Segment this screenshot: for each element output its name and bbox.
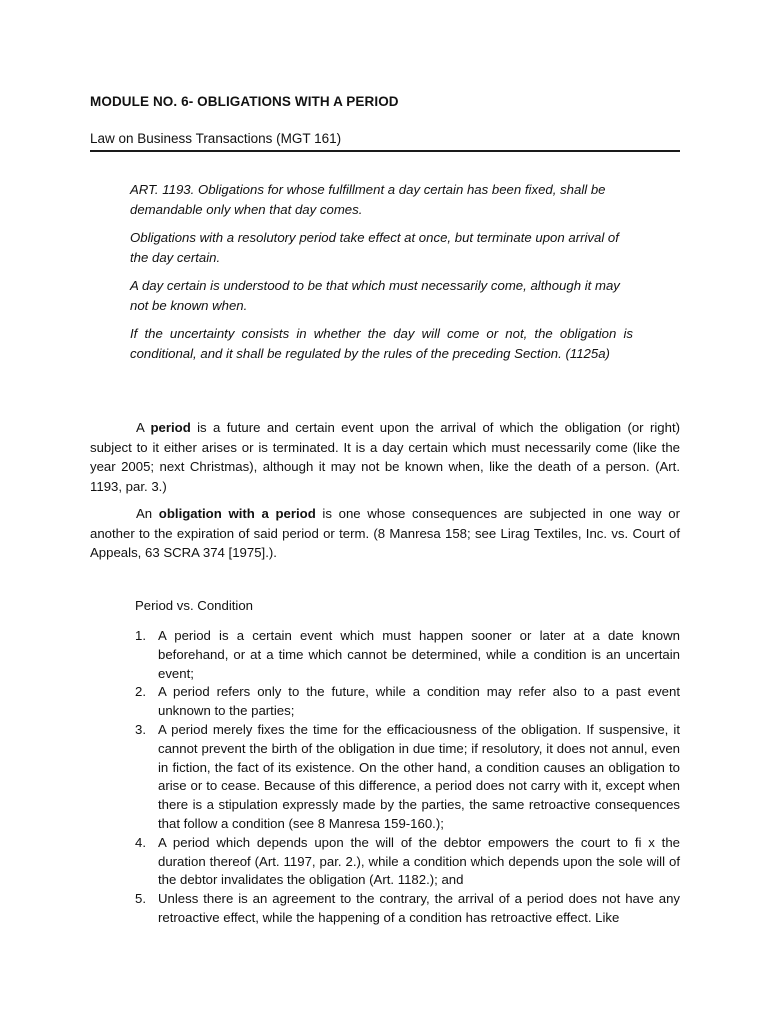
course-subtitle: Law on Business Transactions (MGT 161)	[90, 131, 342, 146]
list-item-number: 2.	[135, 684, 146, 700]
article-1193-quote	[130, 180, 633, 372]
obligation-definition-prefix: An	[136, 506, 159, 521]
article-paragraph-4: If the uncertainty consists in whether the day will come or not, the obligation is conditional, and it shall be regulated by the rules of the preceding Section. (1125a)	[130, 326, 633, 361]
article-paragraph-2: Obligations with a resolutory period take effect at once, but terminate upon arrival of the day certain.	[130, 230, 619, 265]
list-item-number: 5.	[135, 891, 146, 907]
list-item	[135, 890, 680, 928]
list-item-number: 1.	[135, 628, 146, 643]
list-item	[135, 721, 680, 834]
period-term: period	[150, 420, 191, 435]
list-item-text: Unless there is an agreement to the contrary, the arrival of a period does not have any retroactive effect, while the happening of a condition has retroactive effect. Like	[158, 891, 680, 925]
article-paragraph-3: A day certain is understood to be that which must necessarily come, although it may not be known when.	[130, 278, 620, 313]
module-title: MODULE NO. 6- OBLIGATIONS WITH A PERIOD	[90, 94, 399, 109]
list-item-text: A period is a certain event which must happen sooner or later at a date known beforehand, or at a time which cannot be determined, while a condition is an uncertain event;	[158, 628, 680, 681]
obligation-with-period-definition	[90, 504, 680, 563]
obligation-definition-text: is one whose consequences are subjected in one way or another to the expiration of said period or term. (8 Manresa 158; see Lirag Textiles, Inc. vs. Court of Appeals, 63 SCRA 374 [1975].).	[90, 506, 680, 560]
period-definition	[90, 418, 680, 496]
list-item-text: A period refers only to the future, while a condition may refer also to a past event unknown to the parties;	[158, 684, 680, 719]
list-item-number: 3.	[135, 721, 146, 737]
list-item	[135, 627, 680, 683]
header-divider	[90, 150, 680, 152]
list-item-text: A period merely fixes the time for the efficaciousness of the obligation. If suspensive, it cannot prevent the birth of the obligation in due time; if resolutory, it does not annul, even in fiction, the fact of its existence. On the other hand, a condition causes an obligation to arise or to cease. Because of this difference, a period does not carry with it, except when there is a stipulation expressly made by the parties, the same retroactive consequences that follow a condition (see 8 Manresa 159-160.);	[158, 721, 680, 831]
list-item	[135, 683, 680, 721]
list-item	[135, 834, 680, 890]
article-paragraph-1: ART. 1193. Obligations for whose fulfillment a day certain has been fixed, shall be demandable only when that day comes.	[130, 182, 606, 217]
list-item-number: 4.	[135, 834, 146, 850]
obligation-with-period-term: obligation with a period	[158, 506, 316, 521]
period-definition-text: is a future and certain event upon the arrival of which the obligation (or right) subject to it either arises or is terminated. It is a day certain which must necessarily come (like the year 2005; next Christmas), although it may not be known when, like the death of a person. (Art. 1193, par. 3.)	[90, 420, 680, 494]
period-definition-prefix: A	[136, 420, 151, 435]
comparison-list	[135, 627, 680, 928]
list-item-text: A period which depends upon the will of the debtor empowers the court to fi x the duration thereof (Art. 1197, par. 2.), while a condition which depends upon the sole will of the debtor invalidates the obligation (Art. 1182.); and	[158, 834, 680, 888]
section-heading: Period vs. Condition	[135, 598, 254, 613]
